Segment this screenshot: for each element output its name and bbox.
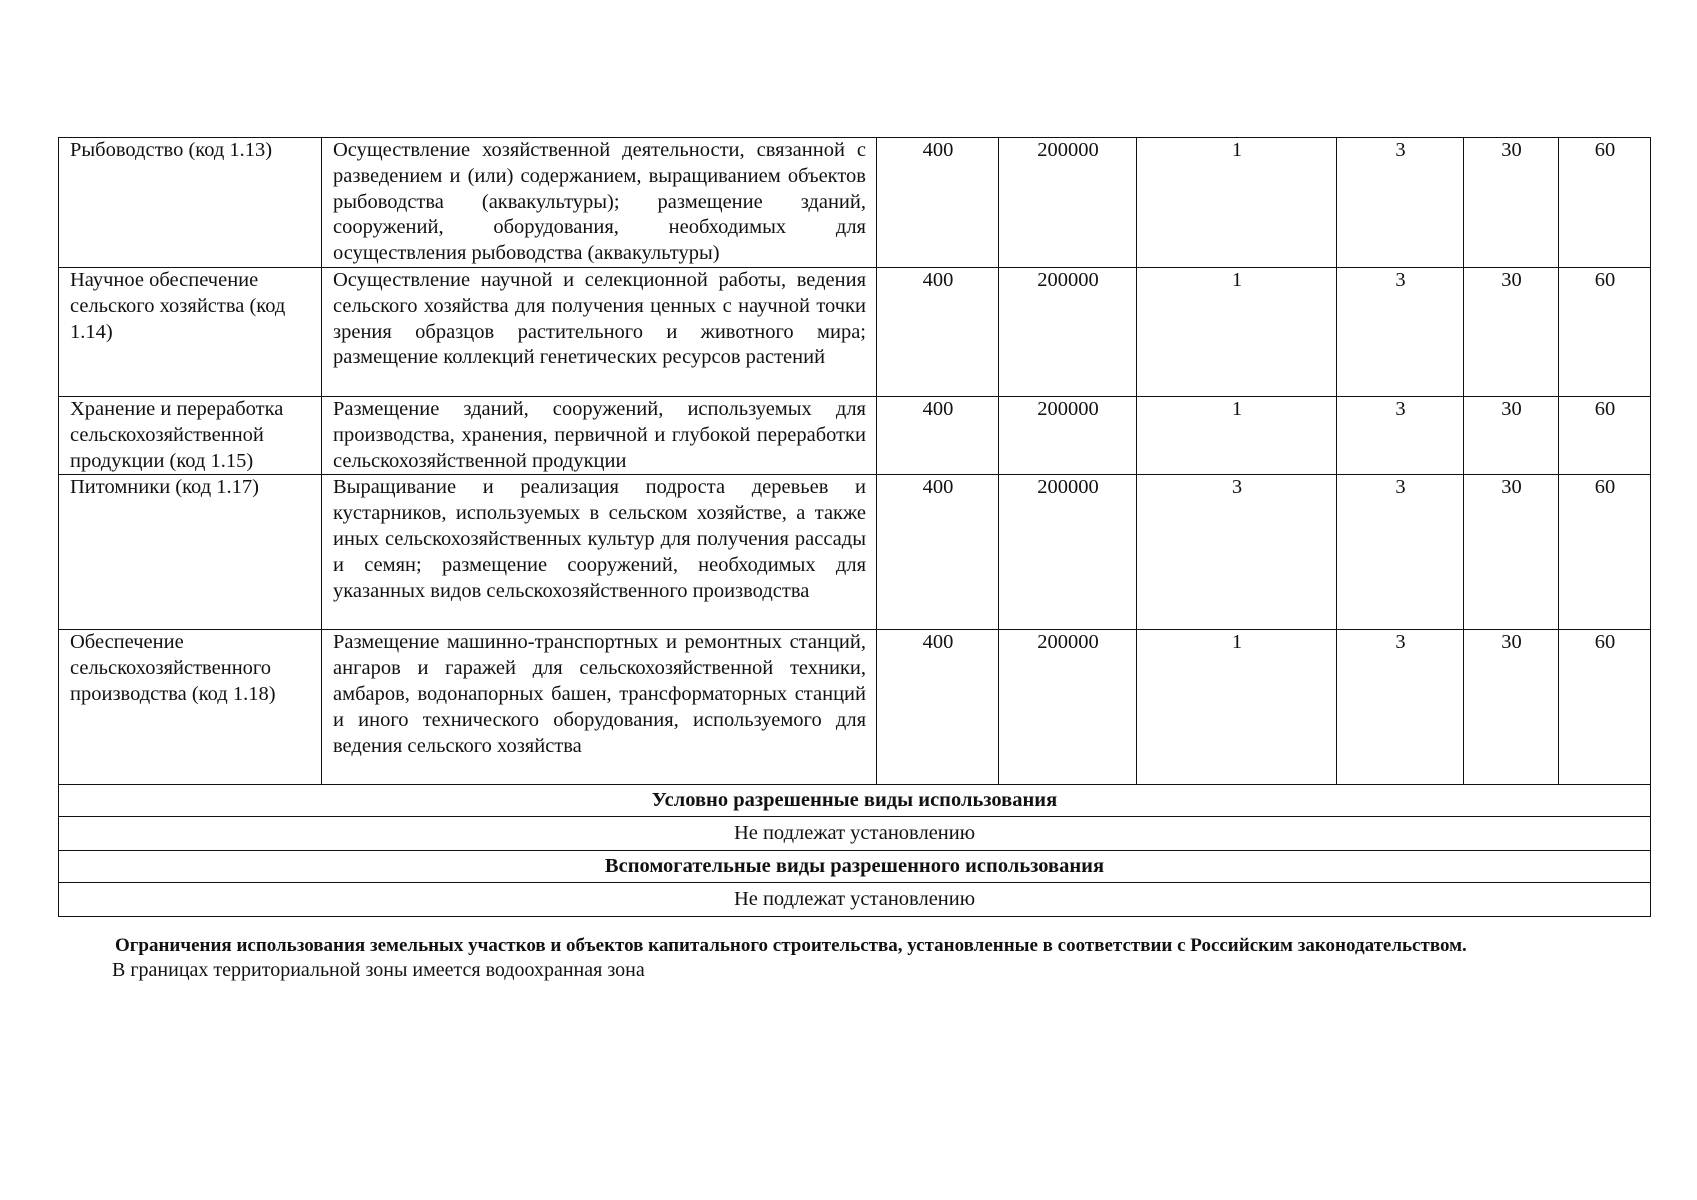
table-row bbox=[59, 396, 1651, 474]
use-type-description: Размещение зданий, сооружений, используемых для производства, хранения, первичной и глубокой переработки сельскохозяйственной продукции bbox=[322, 396, 877, 474]
use-type-description: Выращивание и реализация подроста деревьев и кустарников, используемых в сельском хозяйстве, а также иных сельскохозяйственных культур для получения рассады и семян; размещение сооружений, необходимых для указанных видов сельскохозяйственного производства bbox=[322, 475, 877, 630]
value-cell: 3 bbox=[1337, 475, 1464, 630]
document-page bbox=[58, 137, 1650, 917]
auxiliary-uses-header: Вспомогательные виды разрешенного использования bbox=[59, 851, 1651, 883]
use-type-description: Осуществление научной и селекционной работы, ведения сельского хозяйства для получения ценных с научной точки зрения образцов растительного и животного мира; размещение коллекций генетических ресурсов растений bbox=[322, 267, 877, 396]
value-cell: 1 bbox=[1137, 396, 1337, 474]
value-cell: 400 bbox=[877, 475, 999, 630]
use-type-name: Питомники (код 1.17) bbox=[59, 475, 322, 630]
value-cell: 60 bbox=[1559, 475, 1651, 630]
value-cell: 400 bbox=[877, 630, 999, 785]
restrictions-section bbox=[58, 933, 1618, 983]
table-row bbox=[59, 475, 1651, 630]
use-type-name: Хранение и переработка сельскохозяйственной продукции (код 1.15) bbox=[59, 396, 322, 474]
value-cell: 200000 bbox=[999, 267, 1137, 396]
value-cell: 60 bbox=[1559, 396, 1651, 474]
value-cell: 30 bbox=[1464, 475, 1559, 630]
value-cell: 1 bbox=[1137, 630, 1337, 785]
value-cell: 30 bbox=[1464, 396, 1559, 474]
value-cell: 3 bbox=[1337, 267, 1464, 396]
table-row bbox=[59, 138, 1651, 268]
table-row bbox=[59, 267, 1651, 396]
value-cell: 200000 bbox=[999, 138, 1137, 268]
section-header-row bbox=[59, 851, 1651, 883]
value-cell: 3 bbox=[1137, 475, 1337, 630]
use-type-name: Обеспечение сельскохозяйственного производства (код 1.18) bbox=[59, 630, 322, 785]
value-cell: 3 bbox=[1337, 630, 1464, 785]
value-cell: 60 bbox=[1559, 138, 1651, 268]
use-type-description: Осуществление хозяйственной деятельности, связанной с разведением и (или) содержанием, выращиванием объектов рыбоводства (аквакультуры); размещение зданий, сооружений, оборудования, необходимых для осуществления рыбоводства (аквакультуры) bbox=[322, 138, 877, 268]
use-type-name: Рыбоводство (код 1.13) bbox=[59, 138, 322, 268]
use-type-name: Научное обеспечение сельского хозяйства (код 1.14) bbox=[59, 267, 322, 396]
value-cell: 3 bbox=[1337, 138, 1464, 268]
use-type-description: Размещение машинно-транспортных и ремонтных станций, ангаров и гаражей для сельскохозяйственной техники, амбаров, водонапорных башен, трансформаторных станций и иного технического оборудования, используемого для ведения сельского хозяйства bbox=[322, 630, 877, 785]
permitted-use-table bbox=[58, 137, 1651, 917]
restrictions-heading: Ограничения использования земельных участков и объектов капитального строительства, установленные в соответствии с Российским законодательством. bbox=[115, 935, 1467, 956]
value-cell: 30 bbox=[1464, 138, 1559, 268]
value-cell: 60 bbox=[1559, 630, 1651, 785]
value-cell: 200000 bbox=[999, 475, 1137, 630]
conditional-uses-value: Не подлежат установлению bbox=[59, 817, 1651, 851]
value-cell: 30 bbox=[1464, 267, 1559, 396]
auxiliary-uses-value: Не подлежат установлению bbox=[59, 883, 1651, 917]
value-cell: 400 bbox=[877, 396, 999, 474]
value-cell: 400 bbox=[877, 267, 999, 396]
table-row bbox=[59, 630, 1651, 785]
value-cell: 30 bbox=[1464, 630, 1559, 785]
section-header-row bbox=[59, 785, 1651, 817]
value-cell: 60 bbox=[1559, 267, 1651, 396]
value-cell: 1 bbox=[1137, 138, 1337, 268]
value-cell: 3 bbox=[1337, 396, 1464, 474]
conditional-uses-header: Условно разрешенные виды использования bbox=[59, 785, 1651, 817]
value-cell: 200000 bbox=[999, 630, 1137, 785]
value-cell: 1 bbox=[1137, 267, 1337, 396]
section-value-row bbox=[59, 817, 1651, 851]
section-value-row bbox=[59, 883, 1651, 917]
value-cell: 200000 bbox=[999, 396, 1137, 474]
restrictions-text: В границах территориальной зоны имеется водоохранная зона bbox=[112, 959, 645, 981]
value-cell: 400 bbox=[877, 138, 999, 268]
